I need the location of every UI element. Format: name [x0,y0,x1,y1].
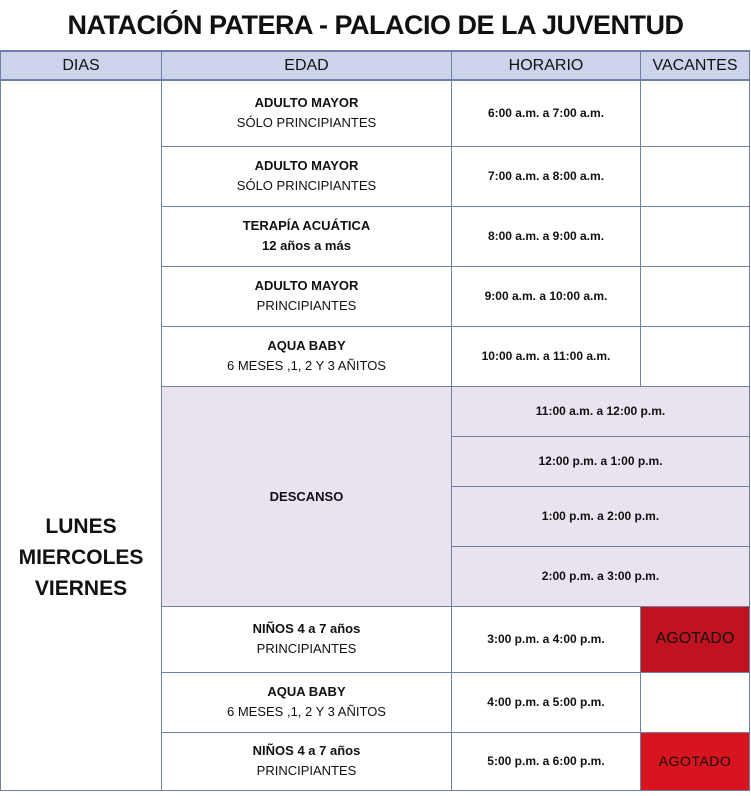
horario-cell: 5:00 p.m. a 6:00 p.m. [452,732,641,790]
horario-cell: 3:00 p.m. a 4:00 p.m. [452,606,641,672]
descanso-time: 12:00 p.m. a 1:00 p.m. [452,436,750,486]
horario-cell: 9:00 a.m. a 10:00 a.m. [452,266,641,326]
edad-main: AQUA BABY [267,338,346,353]
title-bar [0,0,751,50]
header-horario: HORARIO [452,51,641,80]
dias-cell [1,80,162,790]
edad-main: TERAPÍA ACUÁTICA [242,218,371,233]
header-dias: DIAS [1,51,162,80]
edad-sub: 6 MESES ,1, 2 Y 3 AÑITOS [227,358,386,373]
vacantes-cell [641,206,750,266]
edad-main: ADULTO MAYOR [254,95,359,111]
descanso-time: 2:00 p.m. a 3:00 p.m. [452,546,750,606]
schedule-table [0,50,750,791]
horario-cell: 10:00 a.m. a 11:00 a.m. [452,326,641,386]
edad-cell [162,672,452,732]
edad-sub: 6 MESES ,1, 2 Y 3 AÑITOS [227,704,386,719]
edad-sub: SÓLO PRINCIPIANTES [236,178,377,193]
edad-sub: PRINCIPIANTES [256,763,357,778]
edad-cell [162,732,452,790]
horario-cell: 6:00 a.m. a 7:00 a.m. [452,80,641,146]
edad-main: NIÑOS 4 a 7 años [252,621,361,636]
edad-cell [162,206,452,266]
edad-main: NIÑOS 4 a 7 años [252,743,361,758]
horario-cell: 7:00 a.m. a 8:00 a.m. [452,146,641,206]
edad-cell [162,266,452,326]
edad-sub: PRINCIPIANTES [256,298,357,313]
edad-main: AQUA BABY [267,684,346,699]
vacantes-cell [641,146,750,206]
vacantes-agotado-badge: AGOTADO [641,732,750,790]
edad-cell [162,606,452,672]
vacantes-cell [641,266,750,326]
dias-line: MIERCOLES [18,545,144,569]
vacantes-cell [641,80,750,146]
edad-sub: 12 años a más [262,238,351,253]
dias-line: VIERNES [34,576,128,600]
edad-sub: PRINCIPIANTES [256,641,357,656]
header-vacantes: VACANTES [641,51,750,80]
edad-cell [162,146,452,206]
descanso-time: 1:00 p.m. a 2:00 p.m. [452,486,750,546]
header-row [1,51,750,80]
vacantes-cell [641,326,750,386]
descanso-cell: DESCANSO [162,386,452,606]
edad-cell [162,80,452,146]
header-edad: EDAD [162,51,452,80]
horario-cell: 8:00 a.m. a 9:00 a.m. [452,206,641,266]
edad-sub: SÓLO PRINCIPIANTES [236,115,377,131]
edad-main: ADULTO MAYOR [254,158,359,173]
dias-line: LUNES [45,514,117,538]
edad-main: ADULTO MAYOR [254,278,359,293]
horario-cell: 4:00 p.m. a 5:00 p.m. [452,672,641,732]
vacantes-agotado-badge: AGOTADO [641,606,750,672]
descanso-time: 11:00 a.m. a 12:00 p.m. [452,386,750,436]
edad-cell [162,326,452,386]
page-title: NATACIÓN PATERA - PALACIO DE LA JUVENTUD [67,9,684,40]
vacantes-cell [641,672,750,732]
table-row [1,80,750,146]
